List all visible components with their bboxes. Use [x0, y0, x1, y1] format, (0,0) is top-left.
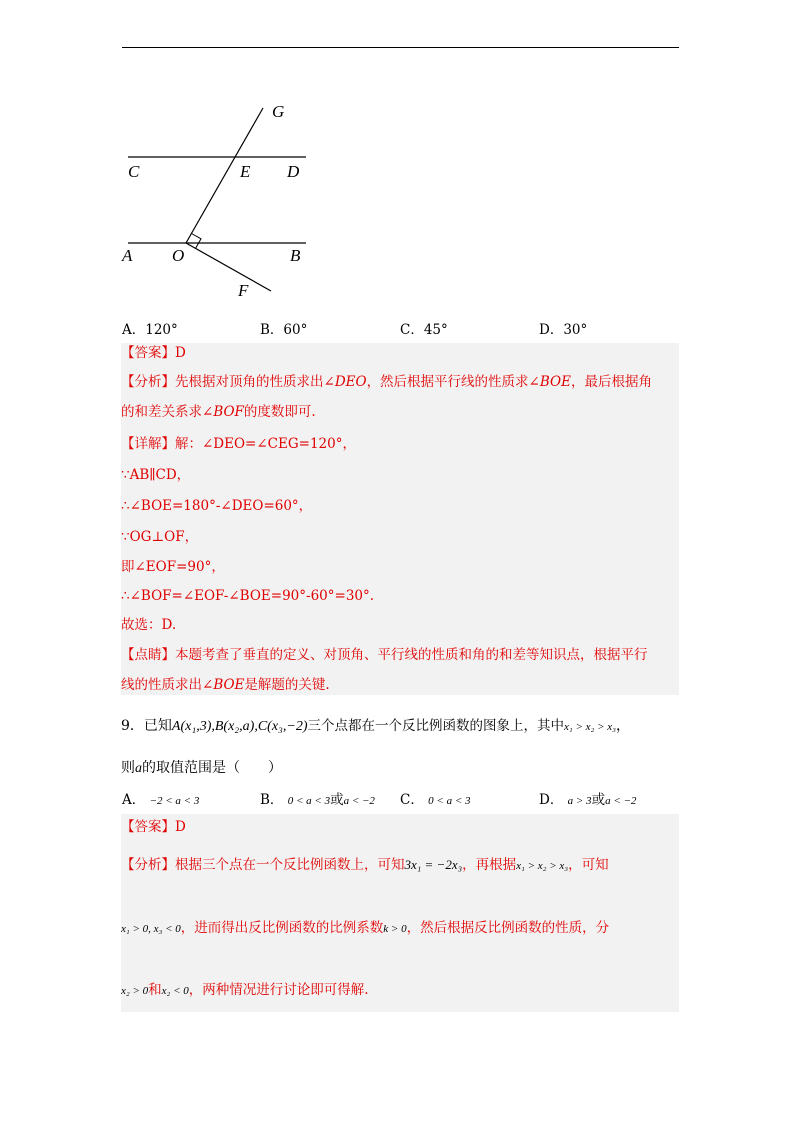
q8-detail-line-2: ∵AB∥CD， — [121, 467, 191, 483]
q9-choice-c[interactable]: C． 0 < a < 3 — [400, 792, 471, 808]
q8-analysis-line-2: 的和差关系求∠BOF的度数即可. — [121, 404, 316, 420]
figure-svg — [110, 95, 330, 305]
q8-choice-b[interactable]: B．60° — [260, 322, 308, 338]
q9-choice-b[interactable]: B． 0 < a < 3或a < −2 — [260, 792, 375, 808]
q8-answer-box — [121, 343, 679, 695]
q9-choice-d[interactable]: D． a > 3或a < −2 — [539, 792, 637, 808]
q9-answer-line: 【答案】D — [121, 819, 186, 835]
label-c: C — [128, 162, 140, 181]
q8-detail-line-6: ∴∠BOF=∠EOF-∠BOE=90°-60°=30°. — [121, 588, 375, 604]
label-o: O — [172, 246, 185, 265]
q8-answer-line: 【答案】D — [121, 345, 186, 361]
line-og — [186, 108, 263, 243]
label-e: E — [240, 162, 251, 181]
q9-choice-a[interactable]: A． −2 < a < 3 — [122, 792, 200, 808]
q9-choices — [122, 788, 682, 808]
q8-detail-line-3: ∴∠BOE=180°-∠DEO=60°， — [121, 498, 313, 514]
q9-stem-line-1: 9．已知A(x₁,3),B(x₂,a),C(x₃,−2)三个点都在一个反比例函数的图象上，其中x₁ > x₂ > x₃， — [121, 718, 630, 734]
q9-analysis-line-2: x₁ > 0, x₃ < 0，进而得出反比例函数的比例系数k > 0，然后根据反比例函数的性质，分 — [121, 920, 610, 936]
q8-choice-d[interactable]: D．30° — [539, 322, 588, 338]
label-g: G — [272, 102, 285, 121]
q9-analysis-line-3: x₂ > 0和x₂ < 0，两种情况进行讨论即可得解. — [121, 982, 369, 998]
label-f: F — [238, 281, 249, 300]
q9-analysis-line-1: 【分析】根据三个点在一个反比例函数上，可知3x₁ = −2x₃，再根据x₁ > x₂ > x₃，可知 — [121, 857, 609, 873]
q9-condition: x₁ > x₂ > x₃ — [564, 721, 616, 733]
q8-detail-line-7: 故选：D. — [121, 617, 177, 633]
q9-stem-line-2: 则a的取值范围是（ ） — [121, 760, 282, 776]
q8-choices — [122, 318, 682, 338]
q8-detail-line-5: 即∠EOF=90°， — [121, 559, 225, 575]
q8-choice-c[interactable]: C．45° — [400, 322, 448, 338]
q8-review-line-2: 线的性质求出∠BOE是解题的关键. — [121, 677, 330, 693]
q8-detail-line-1: 【详解】解：∠DEO=∠CEG=120°， — [121, 436, 356, 452]
q8-review-line-1: 【点睛】本题考查了垂直的定义、对顶角、平行线的性质和角的和差等知识点，根据平行 — [121, 647, 648, 663]
header-rule — [122, 47, 679, 48]
q8-analysis-line-1: 【分析】先根据对顶角的性质求出∠DEO，然后根据平行线的性质求∠BOE，最后根据角 — [121, 374, 652, 390]
q8-detail-line-4: ∵OG⊥OF， — [121, 529, 199, 545]
label-a: A — [122, 246, 133, 265]
label-d: D — [287, 162, 300, 181]
line-of — [186, 243, 271, 291]
label-b: B — [290, 246, 301, 265]
q8-choice-a[interactable]: A．120° — [122, 322, 178, 338]
right-angle-mark — [192, 234, 202, 249]
q9-points: A(x₁,3),B(x₂,a),C(x₃,−2) — [171, 719, 308, 734]
geometry-figure — [110, 95, 330, 305]
